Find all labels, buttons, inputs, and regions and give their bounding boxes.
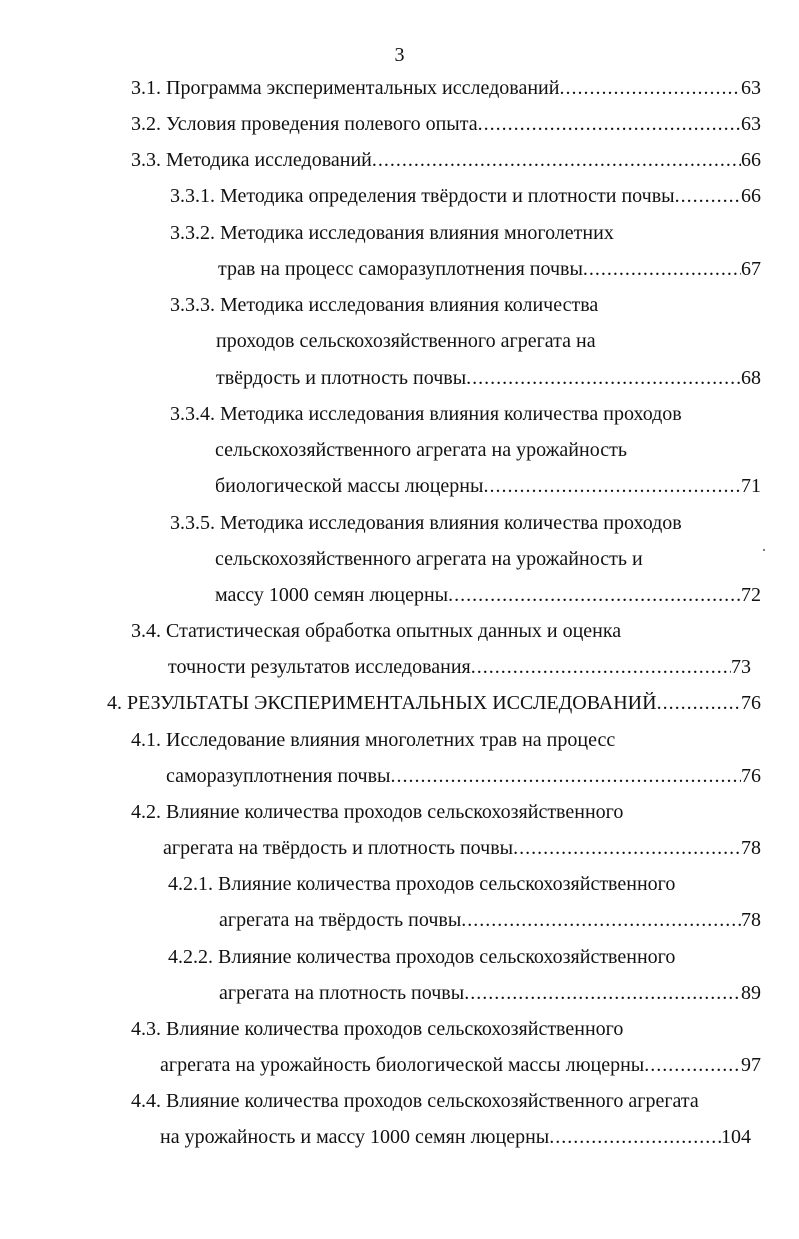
toc-entry-title: биологической массы люцерны <box>215 475 484 497</box>
toc-entry-title: агрегата на твёрдость и плотность почвы <box>163 837 514 859</box>
scan-speck <box>763 549 765 551</box>
toc-entry-3-3-3-line-2 <box>216 326 761 356</box>
toc-leader <box>478 109 741 139</box>
toc-entry-3-4-line-2 <box>168 652 751 682</box>
toc-page-number: 67 <box>741 258 761 280</box>
toc-leader <box>461 905 741 935</box>
toc-page-number: 63 <box>741 113 761 135</box>
toc-page-number: 66 <box>741 149 761 171</box>
toc-entry-4-4-line-2 <box>160 1122 751 1152</box>
toc-page-number: 68 <box>741 367 761 389</box>
toc-entry-title: агрегата на плотность почвы <box>219 982 465 1004</box>
toc-entry-title: 3.1. Программа экспериментальных исследований <box>131 77 560 99</box>
toc-entry-3-3-3-line-3 <box>216 363 761 393</box>
toc-entry-3-3-2-line-2 <box>218 254 761 284</box>
toc-page-number: 73 <box>731 656 751 678</box>
toc-page-number: 63 <box>741 77 761 99</box>
toc-entry-3-3 <box>131 145 761 175</box>
toc-entry-4-2-2-line-2 <box>219 978 761 1008</box>
toc-entry-4-1-line-1 <box>131 725 761 755</box>
toc-leader <box>390 761 741 791</box>
toc-entry-title: 3.3.1. Методика определения твёрдости и плотности почвы <box>170 185 675 207</box>
toc-leader <box>657 688 741 718</box>
toc-entry-3-3-2-line-1 <box>170 218 761 248</box>
toc-entry-3-3-5-line-3 <box>215 580 761 610</box>
toc-entry-title: сельскохозяйственного агрегата на урожайность <box>215 439 627 461</box>
toc-entry-4-2-line-1 <box>131 797 761 827</box>
toc-entry-title: сельскохозяйственного агрегата на урожайность и <box>215 548 643 570</box>
toc-entry-title: массу 1000 семян люцерны <box>215 584 449 606</box>
toc-entry-title: 4.3. Влияние количества проходов сельскохозяйственного <box>131 1018 624 1040</box>
toc-entry-title: 4.2.1. Влияние количества проходов сельскохозяйственного <box>168 873 676 895</box>
toc-leader <box>675 181 741 211</box>
toc-entry-3-4-line-1 <box>131 616 761 646</box>
toc-entry-title: проходов сельскохозяйственного агрегата на <box>216 330 596 352</box>
toc-page-number: 104 <box>721 1126 751 1148</box>
page-number: 3 <box>394 44 405 66</box>
toc-entry-title: точности результатов исследования <box>168 656 471 678</box>
toc-entry-title: агрегата на урожайность биологической массы люцерны <box>160 1054 645 1076</box>
toc-entry-title: саморазуплотнения почвы <box>166 765 391 787</box>
toc-entry-3-2 <box>131 109 761 139</box>
toc-entry-title: 3.3.4. Методика исследования влияния количества проходов <box>170 403 682 425</box>
toc-leader <box>549 1122 721 1152</box>
toc-page-number: 72 <box>741 584 761 606</box>
toc-entry-title: 4.2.2. Влияние количества проходов сельскохозяйственного <box>168 946 676 968</box>
toc-leader <box>483 471 741 501</box>
toc-entry-4-2-1-line-2 <box>219 905 761 935</box>
toc-leader <box>644 1050 741 1080</box>
toc-entry-title: 3.3.2. Методика исследования влияния многолетних <box>170 222 614 244</box>
toc-entry-title: 4.2. Влияние количества проходов сельскохозяйственного <box>131 801 624 823</box>
toc-entry-title: 4. РЕЗУЛЬТАТЫ ЭКСПЕРИМЕНТАЛЬНЫХ ИССЛЕДОВАНИЙ <box>107 692 657 714</box>
toc-entry-title: 3.3. Методика исследований <box>131 149 372 171</box>
toc-page-number: 76 <box>741 765 761 787</box>
toc-leader <box>372 145 741 175</box>
toc-entry-4-1-line-2 <box>166 761 761 791</box>
toc-entry-3-3-5-line-2 <box>215 544 761 574</box>
toc-entry-3-3-5-line-1 <box>170 508 761 538</box>
toc-leader <box>583 254 741 284</box>
toc-entry-4-2-1-line-1 <box>168 869 761 899</box>
toc-entry-title: твёрдость и плотность почвы <box>216 367 467 389</box>
toc-entry-3-3-4-line-2 <box>215 435 761 465</box>
toc-entry-title: 3.2. Условия проведения полевого опыта <box>131 113 478 135</box>
toc-leader <box>559 73 741 103</box>
toc-entry-title: 3.3.3. Методика исследования влияния количества <box>170 294 599 316</box>
toc-page-number: 78 <box>741 837 761 859</box>
toc-entry-title: 4.1. Исследование влияния многолетних трав на процесс <box>131 729 616 751</box>
toc-leader <box>471 652 731 682</box>
toc-page-number: 89 <box>741 982 761 1004</box>
toc-leader <box>466 363 741 393</box>
toc-page-number: 76 <box>741 692 761 714</box>
toc-entry-3-3-4-line-1 <box>170 399 761 429</box>
toc-entry-3-3-4-line-3 <box>215 471 761 501</box>
toc-entry-3-1 <box>131 73 761 103</box>
toc-chapter-4 <box>107 688 761 718</box>
toc-entry-4-3-line-1 <box>131 1014 761 1044</box>
toc-entry-3-3-3-line-1 <box>170 290 761 320</box>
toc-leader <box>448 580 741 610</box>
toc-entry-title: на урожайность и массу 1000 семян люцерны <box>160 1126 550 1148</box>
toc-leader <box>513 833 741 863</box>
toc-page-number: 71 <box>741 475 761 497</box>
toc-page-number: 97 <box>741 1054 761 1076</box>
toc-entry-4-4-line-1 <box>131 1086 771 1116</box>
toc-entry-title: агрегата на твёрдость почвы <box>219 909 462 931</box>
toc-page-number: 78 <box>741 909 761 931</box>
toc-leader <box>464 978 741 1008</box>
toc-entry-4-2-2-line-1 <box>168 942 761 972</box>
toc-entry-title: трав на процесс саморазуплотнения почвы <box>218 258 583 280</box>
toc-entry-title: 3.3.5. Методика исследования влияния количества проходов <box>170 512 682 534</box>
toc-entry-3-3-1 <box>170 181 761 211</box>
toc-page-number: 66 <box>741 185 761 207</box>
toc-entry-title: 4.4. Влияние количества проходов сельскохозяйственного агрегата <box>131 1090 699 1112</box>
toc-entry-title: 3.4. Статистическая обработка опытных данных и оценка <box>131 620 622 642</box>
toc-entry-4-3-line-2 <box>160 1050 761 1080</box>
toc-entry-4-2-line-2 <box>163 833 761 863</box>
